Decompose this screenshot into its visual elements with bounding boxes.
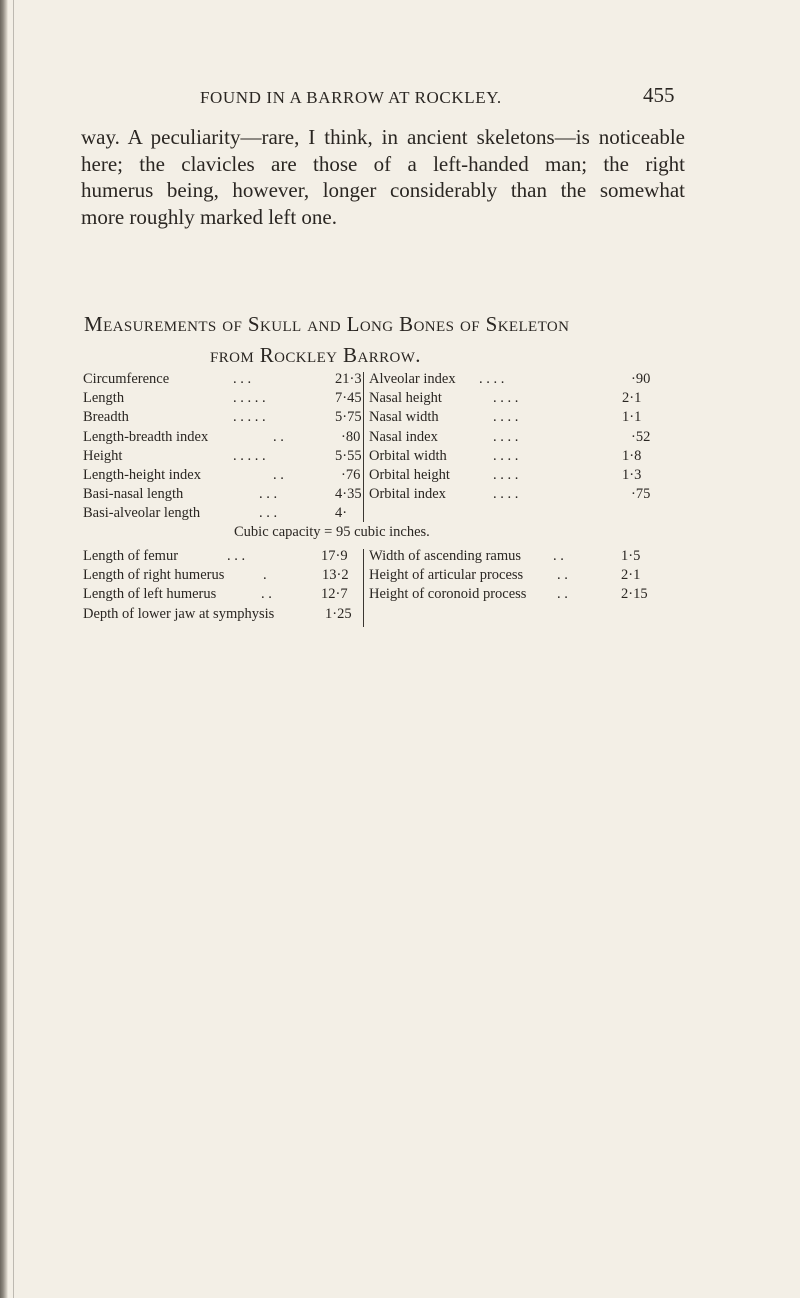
leader-dots: . . . .: [493, 409, 519, 426]
leader-dots: . .: [557, 567, 568, 584]
measurement-value: 13·2: [322, 567, 349, 584]
body-paragraph: [81, 124, 685, 230]
leader-dots: . . . . .: [233, 409, 266, 426]
measurement-value: 4·35: [335, 486, 362, 503]
leader-dots: . . . .: [493, 486, 519, 503]
measurement-label: Length-height index: [83, 466, 201, 483]
measurement-label: Length-breadth index: [83, 428, 209, 445]
body-line: here; the clavicles are those of a left-handed man; the right: [81, 151, 685, 176]
measurement-label: Height of coronoid process: [369, 586, 527, 603]
measurement-value: ·80: [341, 428, 361, 445]
running-title: FOUND IN A BARROW AT ROCKLEY.: [200, 88, 502, 107]
leader-dots: . . . . .: [233, 447, 266, 464]
measurement-value: 12·7: [321, 586, 348, 603]
measurement-label: Height of articular process: [369, 567, 524, 584]
page-number: 455: [643, 83, 675, 107]
measurement-label: Length of femur: [83, 548, 179, 564]
leader-dots: . .: [557, 586, 568, 603]
measurement-value: 1·1: [622, 409, 642, 426]
measurement-value: 1·25: [325, 605, 352, 622]
leader-dots: .: [263, 567, 267, 584]
body-line: more roughly marked left one.: [81, 204, 337, 229]
leader-dots: . . . .: [493, 390, 519, 407]
measurement-value: 5·55: [335, 447, 362, 464]
measurement-label: Height: [83, 447, 123, 464]
measurement-label: Nasal width: [369, 409, 439, 426]
measurement-label: Basi-nasal length: [83, 486, 184, 503]
table-heading-line-1: Measurements of Skull and Long Bones of Skeleton: [84, 312, 570, 336]
measurement-value: ·76: [341, 466, 361, 483]
measurement-value: 21·3: [335, 371, 362, 387]
measurement-value: ·90: [631, 371, 651, 387]
measurement-value: 17·9: [321, 548, 348, 564]
cubic-capacity-line: Cubic capacity = 95 cubic inches.: [234, 524, 430, 540]
leader-dots: . . . .: [493, 428, 519, 445]
measurement-label: Depth of lower jaw at symphysis: [83, 605, 275, 622]
leader-dots: . . . .: [479, 371, 505, 387]
leader-dots: . . . .: [493, 466, 519, 483]
leader-dots: . .: [553, 548, 564, 564]
measurement-label: Length of left humerus: [83, 586, 217, 603]
measurement-value: 2·1: [621, 567, 641, 584]
measurement-label: Orbital index: [369, 486, 446, 503]
column-rule: [363, 549, 364, 627]
leader-dots: . .: [261, 586, 272, 603]
measurement-value: ·75: [631, 486, 651, 503]
measurement-label: Basi-alveolar length: [83, 505, 201, 522]
measurement-value: 4·: [335, 505, 348, 522]
measurement-label: Orbital height: [369, 466, 450, 483]
leader-dots: . . .: [259, 486, 278, 503]
measurement-value: 1·5: [621, 548, 641, 564]
measurement-label: Alveolar index: [369, 371, 456, 387]
measurement-value: 2·1: [622, 390, 642, 407]
body-line: humerus being, however, longer considerably than the somewhat: [81, 178, 685, 202]
leader-dots: . . .: [259, 505, 278, 522]
leader-dots: . . .: [233, 371, 252, 387]
measurement-label: Length of right humerus: [83, 567, 225, 584]
column-rule: [363, 372, 364, 522]
measurement-value: 7·45: [335, 390, 362, 407]
measurement-value: 5·75: [335, 409, 362, 426]
leader-dots: . . . . .: [233, 390, 266, 407]
table-heading-line-2: from Rockley Barrow.: [210, 343, 421, 367]
measurement-label: Nasal height: [369, 390, 442, 407]
measurement-label: Nasal index: [369, 428, 438, 445]
measurement-value: ·52: [631, 428, 651, 445]
leader-dots: . . . .: [493, 447, 519, 464]
measurement-label: Length: [83, 390, 125, 407]
leader-dots: . .: [273, 466, 284, 483]
measurement-value: 1·3: [622, 466, 642, 483]
leader-dots: . . .: [227, 548, 246, 564]
measurement-label: Width of ascending ramus: [369, 548, 522, 564]
measurement-value: 1·8: [622, 447, 642, 464]
measurement-value: 2·15: [621, 586, 648, 603]
measurement-label: Breadth: [83, 409, 129, 426]
measurement-label: Circumference: [83, 371, 170, 387]
leader-dots: . .: [273, 428, 284, 445]
measurement-label: Orbital width: [369, 447, 447, 464]
body-line: way. A peculiarity—rare, I think, in ancient skeletons—is noticeable: [81, 125, 685, 149]
